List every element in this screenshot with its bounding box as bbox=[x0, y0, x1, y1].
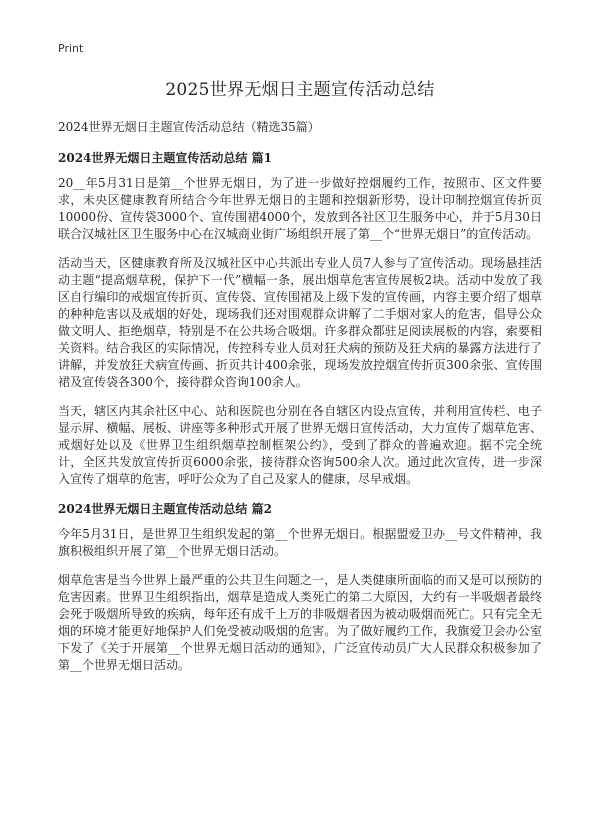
paragraph: 活动当天，区健康教育所及汉城社区中心共派出专业人员7人参与了宣传活动。现场悬挂活动主题“提高烟草税，保护下一代”横幅一条，展出烟草危害宣传展板2块。活动中发放了我区自行编印的戒烟宣传折页、宣传袋、宣传围裙及上级下发的宣传画，内容主要介绍了烟草的种种危害以及戒烟的好处，现场我们还对围观群众讲解了二手烟对家人的危害，倡导公众做文明人、拒绝烟草，特别是不在公共场合吸烟。许多群众都驻足阅读展板的内容，索要相关资料。结合我区的实际情况，传控科专业人员对狂犬病的预防及狂犬病的暴露方法进行了讲解，并发放狂犬病宣传画、折页共计400余张，现场发放控烟宣传折页300余张、宣传围裙及宣传袋各300个，接待群众咨询100余人。 bbox=[58, 256, 542, 389]
section-heading: 2024世界无烟日主题宣传活动总结 篇2 bbox=[58, 502, 272, 516]
print-link[interactable]: Print bbox=[58, 42, 84, 55]
paragraph: 20__年5月31日是第__个世界无烟日，为了进一步做好控烟履约工作，按照市、区文件要求，未央区健康教育所结合今年世界无烟日的主题和控烟新形势，设计印制控烟宣传折页10000份、宣传袋3000个、宣传围裙4000个，发放到各社区卫生服务中心，并于5月30日联合汉城社区卫生服务中心在汉城商业街广场组织开展了第__个“世界无烟日”的宣传活动。 bbox=[58, 176, 542, 241]
document-subtitle: 2024世界无烟日主题宣传活动总结（精选35篇） bbox=[58, 120, 320, 134]
paragraph: 当天，辖区内其余社区中心、站和医院也分别在各自辖区内设点宣传，并利用宣传栏、电子显示屏、横幅、展板、讲座等多种形式开展了世界无烟日宣传活动，大力宣传了烟草危害、戒烟好处以及《世界卫生组织烟草控制框架公约》，受到了群众的普遍欢迎。据不完全统计，全区共发放宣传折页6000余张，接待群众咨询500余人次。通过此次宣传，进一步深入宣传了烟草的危害，呼吁公众为了自己及家人的健康，尽早戒烟。 bbox=[58, 404, 542, 486]
section-1 bbox=[58, 149, 542, 488]
section-2 bbox=[58, 500, 542, 674]
section-heading: 2024世界无烟日主题宣传活动总结 篇1 bbox=[58, 151, 272, 165]
page-title: 2025世界无烟日主题宣传活动总结 bbox=[165, 80, 435, 100]
paragraph: 烟草危害是当今世界上最严重的公共卫生问题之一，是人类健康所面临的而又是可以预防的危害因素。世界卫生组织指出，烟草是造成人类死亡的第二大原因，大约有一半吸烟者最终会死于吸烟所导致的疾病，每年还有成千上万的非吸烟者因为被动吸烟而死亡。只有完全无烟的环境才能更好地保护人们免受被动吸烟的危害。为了做好履约工作，我旗爱卫会办公室下发了《关于开展第__个世界无烟日活动的通知》，广泛宣传动员广大人民群众积极参加了第__个世界无烟日活动。 bbox=[58, 573, 542, 672]
paragraph: 今年5月31日，是世界卫生组织发起的第__个世界无烟日。根据盟爱卫办__号文件精神，我旗积极组织开展了第__个世界无烟日活动。 bbox=[58, 527, 542, 558]
